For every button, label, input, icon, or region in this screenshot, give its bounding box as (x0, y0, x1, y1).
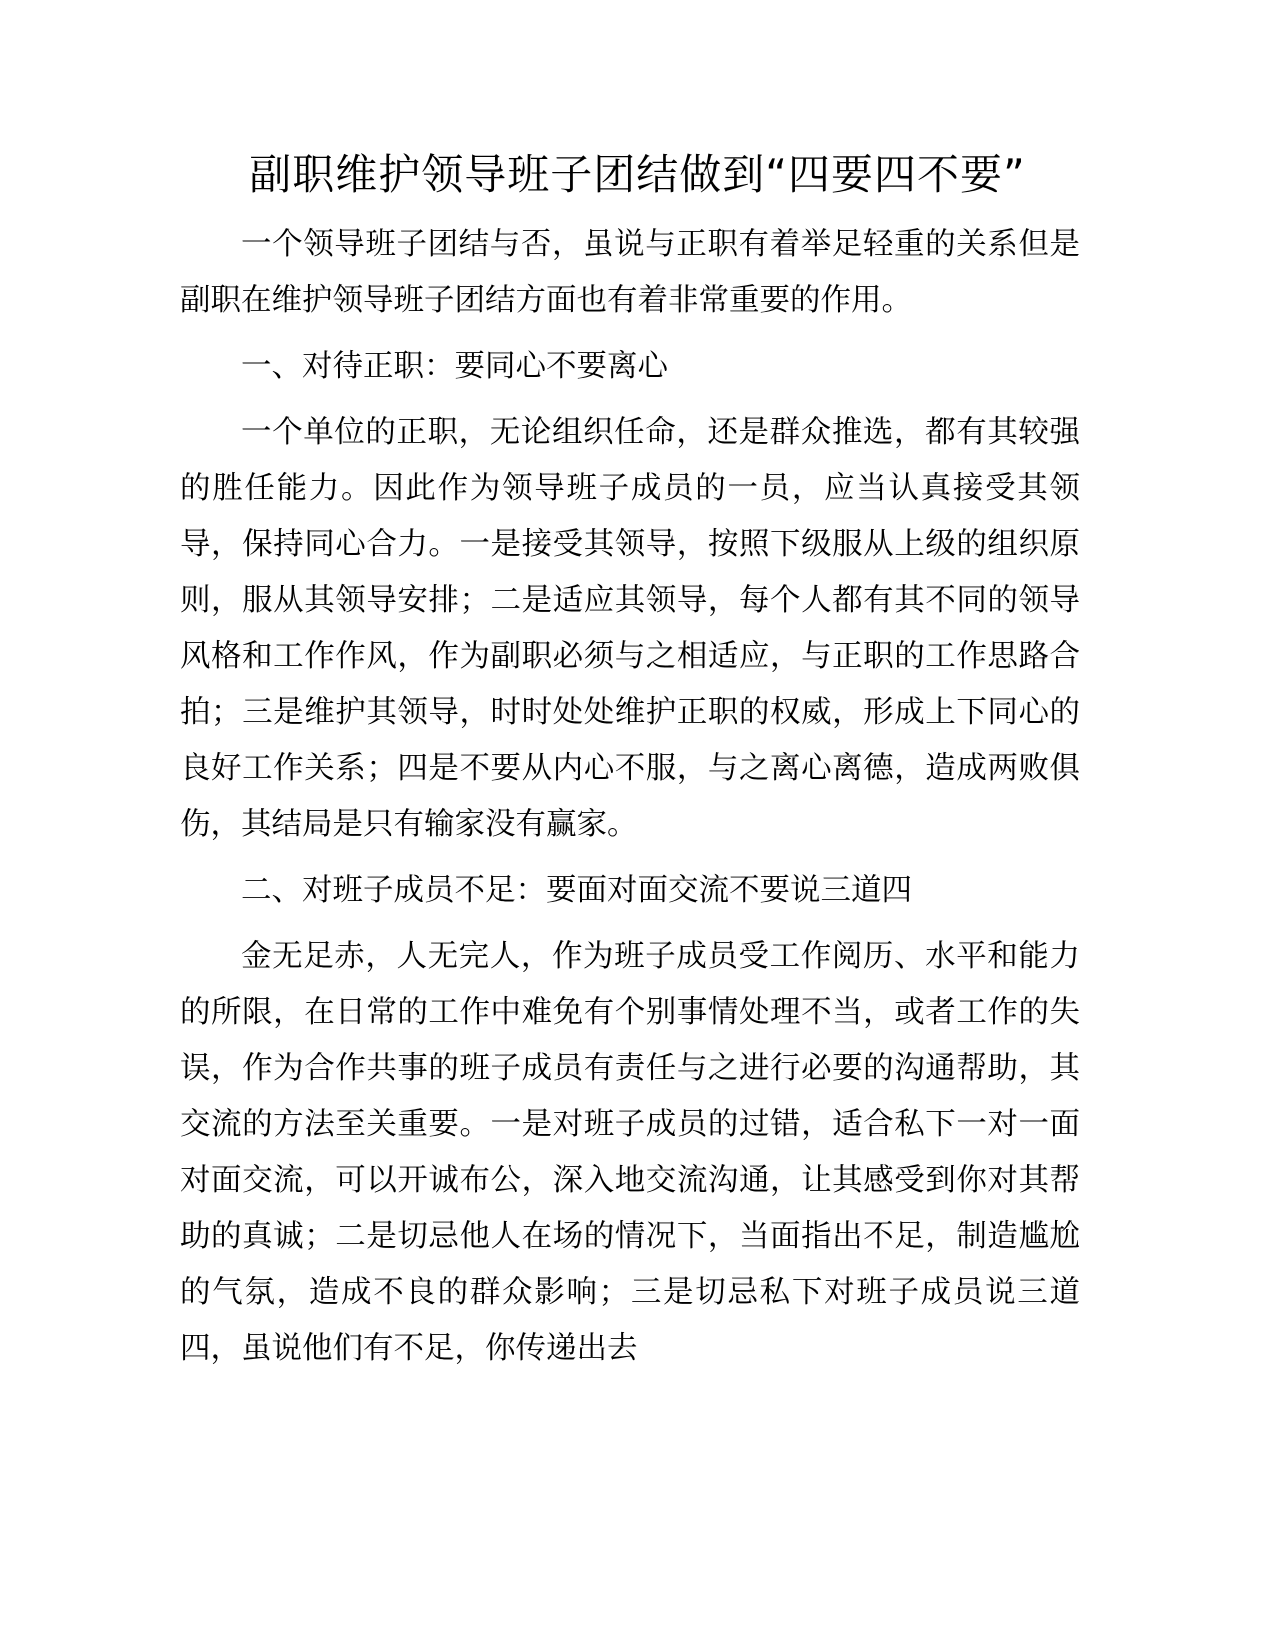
paragraph-section-2: 金无足赤，人无完人，作为班子成员受工作阅历、水平和能力的所限，在日常的工作中难免有个别事情处理不当，或者工作的失误，作为合作共事的班子成员有责任与之进行必要的沟通帮助，其交流的方法至关重要。一是对班子成员的过错，适合私下一对一面对面交流，可以开诚布公，深入地交流沟通，让其感受到你对其帮助的真诚；二是切忌他人在场的情况下，当面指出不足，制造尴尬的气氛，造成不良的群众影响；三是切忌私下对班子成员说三道四，虽说他们有不足，你传递出去 (180, 939, 1080, 1366)
document-body (180, 217, 1080, 1377)
section-heading-2: 二、对班子成员不足：要面对面交流不要说三道四 (241, 873, 912, 908)
document-title: 副职维护领导班子团结做到“四要四不要” (249, 150, 1026, 199)
paragraph-section-1: 一个单位的正职，无论组织任命，还是群众推选，都有其较强的胜任能力。因此作为领导班子成员的一员，应当认真接受其领导，保持同心合力。一是接受其领导，按照下级服从上级的组织原则，服从其领导安排；二是适应其领导，每个人都有其不同的领导风格和工作作风，作为副职必须与之相适应，与正职的工作思路合拍；三是维护其领导，时时处处维护正职的权威，形成上下同心的良好工作关系；四是不要从内心不服，与之离心离德，造成两败俱伤，其结局是只有输家没有赢家。 (180, 415, 1080, 842)
paragraph-intro: 一个领导班子团结与否，虽说与正职有着举足轻重的关系但是副职在维护领导班子团结方面也有着非常重要的作用。 (180, 227, 1080, 318)
section-heading-1: 一、对待正职：要同心不要离心 (241, 349, 668, 384)
